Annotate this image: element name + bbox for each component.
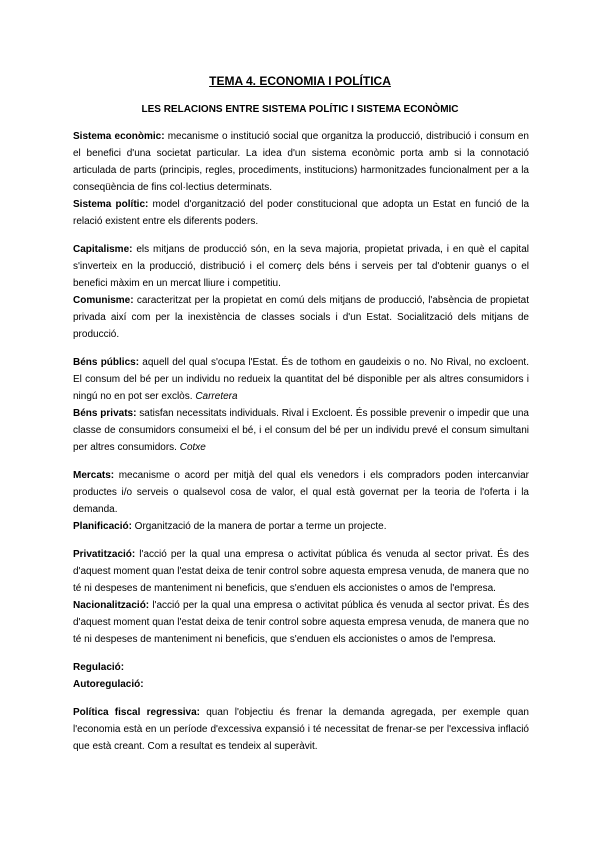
term: Autoregulació: (73, 679, 144, 690)
term: Comunisme: (73, 295, 134, 306)
term: Sistema polític: (73, 199, 149, 210)
term: Sistema econòmic: (73, 131, 165, 142)
definition-text: mecanisme o institució social que organitza la producció, distribució i consum en el benefici d'una societat particular. La idea d'un sistema econòmic porta amb si la connotació articulada de parts (principis, regles, procediments, institucions) harmonitzades funcionalment per a la conseqüència de fins col·lectius determinats. (73, 131, 529, 193)
definition-text: mecanisme o acord per mitjà del qual els venedors i els compradors poden intercanviar productes i/o serveis o qualsevol cosa de valor, el qual està governat per la teoria de l'oferta i la demanda. (73, 470, 529, 515)
definition-text: Organització de la manera de portar a terme un projecte. (131, 521, 387, 532)
term: Béns públics: (73, 357, 140, 368)
term: Política fiscal regressiva: (73, 707, 200, 718)
definition-mercats (73, 467, 529, 518)
term: Mercats: (73, 470, 115, 481)
page-subtitle: LES RELACIONS ENTRE SISTEMA POLÍTIC I SISTEMA ECONÒMIC (141, 104, 459, 115)
definition-bens-publics (73, 354, 529, 405)
term: Béns privats: (73, 408, 137, 419)
definition-text: l'acció per la qual una empresa o activitat pública és venuda al sector privat. És des d'aquest moment quan l'estat deixa de tenir control sobre aquesta empresa venuda, de manera que no té ni despeses de manteniment ni beneficis, que s'enduen els accionistes o amos de l'empresa. (73, 549, 529, 594)
term: Regulació: (73, 662, 125, 673)
definition-text: satisfan necessitats individuals. Rival i Excloent. És possible prevenir o impedir que una classe de consumidors consumeixi el bé, i el consum del bé per un individu prevé el consum simultani per altres consumidors. (73, 408, 529, 453)
definition-text: caracteritzat per la propietat en comú dels mitjans de producció, l'absència de propietat privada així com per la inexistència de classes socials i d'un Estat. Socialització dels mitjans de producció. (73, 295, 529, 340)
definition-regulacio (73, 659, 529, 676)
definition-privatitzacio (73, 546, 529, 597)
example: Cotxe (179, 442, 206, 453)
definition-planificacio (73, 518, 529, 535)
definition-nacionalitzacio (73, 597, 529, 648)
definition-text: els mitjans de producció són, en la seva majoria, propietat privada, i en què el capital s'inverteix en la producció, distribució i el comerç dels béns i serveis per tal d'obtenir guanys o el benefici màxim en un mercat lliure i competitiu. (73, 244, 529, 289)
definition-bens-privats (73, 405, 529, 456)
definition-text: model d'organització del poder constitucional que adopta un Estat en funció de la relació existent entre els diferents poders. (73, 199, 530, 227)
definition-sistema-economic (73, 128, 529, 196)
definition-comunisme (73, 292, 529, 343)
term: Nacionalització: (73, 600, 150, 611)
term: Capitalisme: (73, 244, 133, 255)
page-title: TEMA 4. ECONOMIA I POLÍTICA (209, 74, 391, 88)
example: Carretera (195, 391, 238, 402)
term: Privatització: (73, 549, 136, 560)
definition-text: quan l'objectiu és frenar la demanda agregada, per exemple quan l'economia està en un període d'excessiva expansió i té necessitat de frenar-se per l'excessiva inflació que està creant. Com a resultat es tendeix al superàvit. (73, 707, 529, 752)
definition-capitalisme (73, 241, 529, 292)
document-body (73, 128, 529, 755)
definition-politica-fiscal (73, 704, 529, 755)
definition-text: l'acció per la qual una empresa o activitat pública és venuda al sector privat. És des d'aquest moment quan l'estat deixa de tenir control sobre aquesta empresa venuda, de manera que no té ni despeses de manteniment ni beneficis, que s'enduen els accionistes o amos de l'empresa. (73, 600, 529, 645)
definition-autoregulacio (73, 676, 529, 693)
term: Planificació: (73, 521, 132, 532)
definition-text: aquell del qual s'ocupa l'Estat. És de tothom en gaudeixis o no. No Rival, no excloent. El consum del bé per un individu no redueix la quantitat del bé disponible per als altres consumidors i ningú no en pot ser exclòs. (73, 357, 529, 402)
definition-sistema-politic (73, 196, 529, 230)
